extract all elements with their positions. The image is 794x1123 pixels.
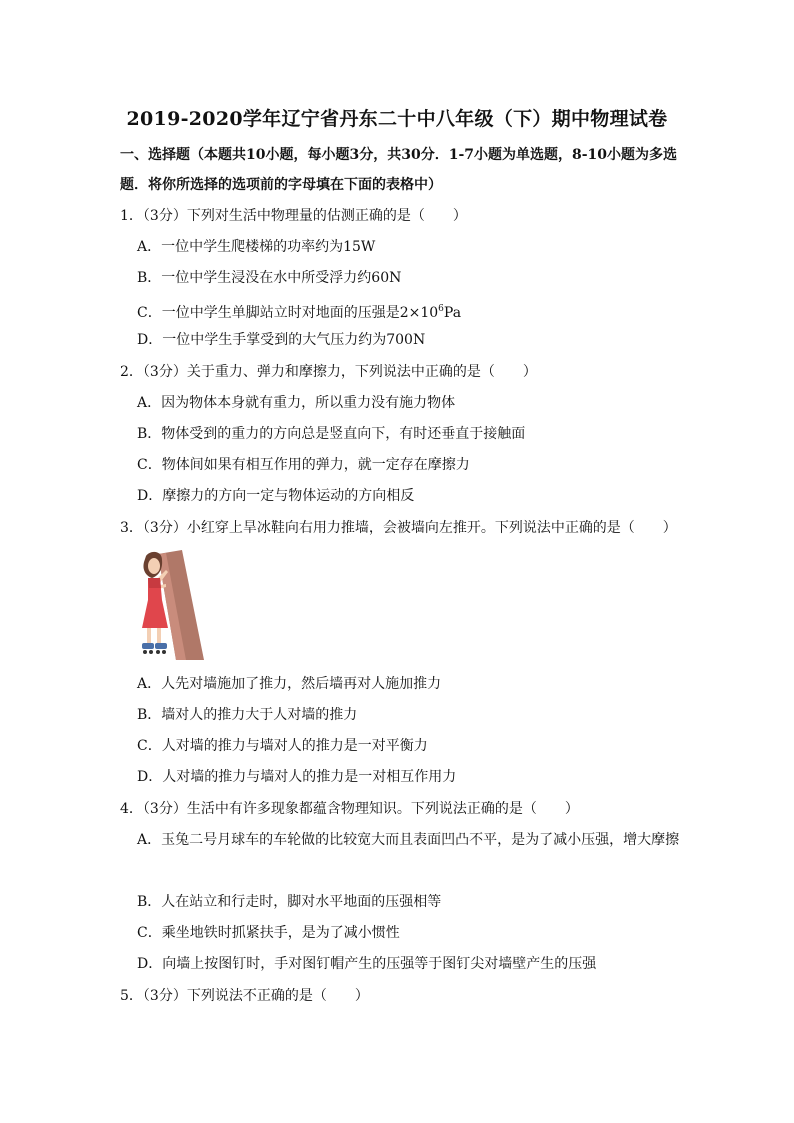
girl-pushing-wall-illustration: [136, 548, 204, 660]
face-shape: [148, 558, 160, 574]
question-1-option-b: B．一位中学生浸没在水中所受浮力约60N: [137, 270, 402, 286]
question-4-option-b: B．人在站立和行走时，脚对水平地面的压强相等: [137, 894, 442, 910]
question-2-option-a: A．因为物体本身就有重力，所以重力没有施力物体: [137, 395, 456, 411]
option-c-text: C．一位中学生单脚站立时对地面的压强是2×10: [137, 305, 439, 321]
question-3-stem: 3．（3分）小红穿上旱冰鞋向右用力推墙，会被墙向左推开。下列说法中正确的是（ ）: [120, 520, 677, 536]
question-2-stem: 2．（3分）关于重力、弹力和摩擦力，下列说法中正确的是（ ）: [120, 364, 537, 380]
question-4-option-d: D．向墙上按图钉时，手对图钉帽产生的压强等于图钉尖对墙壁产生的压强: [137, 956, 597, 972]
question-4-option-a: A．玉兔二号月球车的车轮做的比较宽大而且表面凹凸不平，是为了减小压强，增大摩擦: [137, 832, 680, 848]
section-heading-line-2: 题．将你所选择的选项前的字母填在下面的表格中）: [120, 177, 442, 193]
skate-right: [155, 643, 167, 649]
question-2-option-d: D．摩擦力的方向一定与物体运动的方向相反: [137, 488, 415, 504]
exam-title: 2019-2020学年辽宁省丹东二十中八年级（下）期中物理试卷: [126, 108, 668, 130]
question-1-option-c: [137, 299, 461, 323]
question-2-option-b: B．物体受到的重力的方向总是竖直向下，有时还垂直于接触面: [137, 426, 526, 442]
exponent: 6: [438, 304, 444, 314]
section-heading: [120, 140, 690, 200]
skate-left: [142, 643, 154, 649]
question-4-stem: 4．（3分）生活中有许多现象都蕴含物理知识。下列说法正确的是（ ）: [120, 801, 579, 817]
option-c-unit: Pa: [443, 305, 462, 321]
question-1-option-d: D．一位中学生手掌受到的大气压力约为700N: [137, 332, 426, 348]
question-2-option-c: C．物体间如果有相互作用的弹力，就一定存在摩擦力: [137, 457, 470, 473]
question-5-stem: 5．（3分）下列说法不正确的是（ ）: [120, 988, 369, 1004]
question-3-option-a: A．人先对墙施加了推力，然后墙再对人施加推力: [137, 676, 442, 692]
question-1-option-a: A．一位中学生爬楼梯的功率约为15W: [137, 239, 376, 255]
question-3-option-b: B．墙对人的推力大于人对墙的推力: [137, 707, 358, 723]
question-1-stem: 1．（3分）下列对生活中物理量的估测正确的是（ ）: [120, 208, 467, 224]
question-3-option-d: D．人对墙的推力与墙对人的推力是一对相互作用力: [137, 769, 457, 785]
question-4-option-c: C．乘坐地铁时抓紧扶手，是为了减小惯性: [137, 925, 400, 941]
question-3-option-c: C．人对墙的推力与墙对人的推力是一对平衡力: [137, 738, 428, 754]
section-heading-line-1: 一、选择题（本题共10小题，每小题3分，共30分．1-7小题为单选题，8-10小题为多选: [120, 147, 678, 163]
